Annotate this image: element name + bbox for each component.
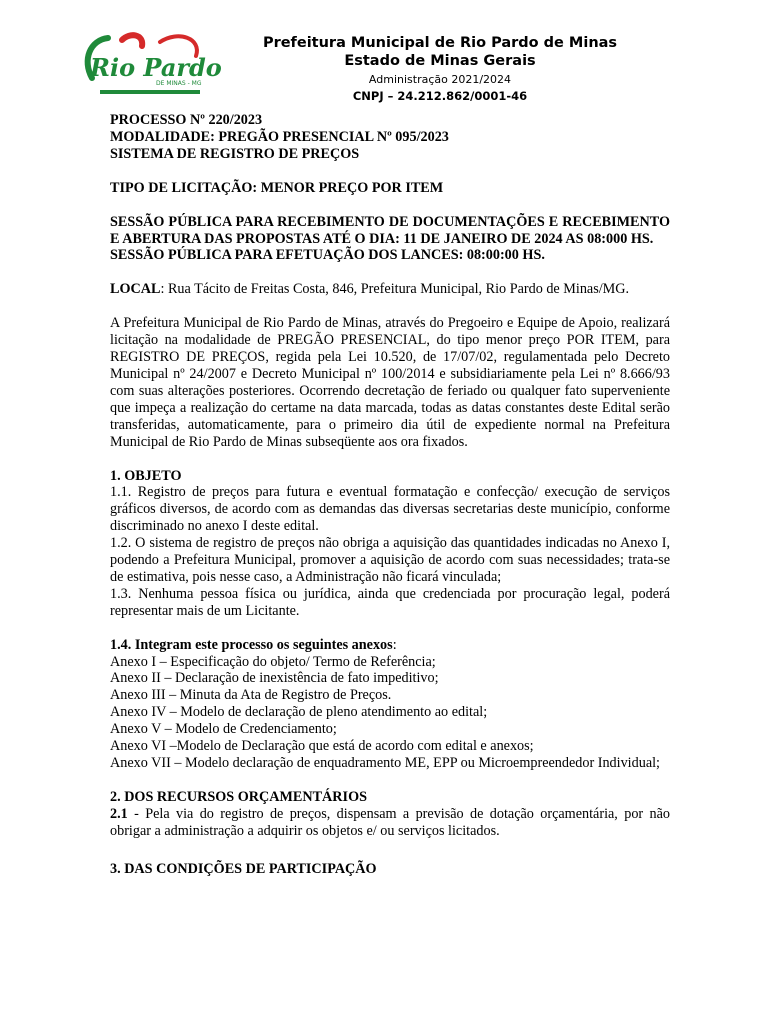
recursos-item-2-1: 2.1 - Pela via do registro de preços, dispensam a previsão de dotação orçamentária, por não obrigar a administração a adquirir os objetos e/ ou serviços licitados.	[110, 805, 670, 839]
logo-text: Rio Pardo	[90, 53, 222, 82]
anexo-item: Anexo IV – Modelo de declaração de pleno atendimento ao edital;	[110, 704, 488, 721]
intro-paragraph: A Prefeitura Municipal de Rio Pardo de Minas, através do Pregoeiro e Equipe de Apoio, realizará licitação na modalidade de PREGÃO PRESENCIAL, do tipo menor preço POR ITEM, para REGISTRO DE PREÇOS, regida pela Lei 10.520, de 17/07/02, regulamentada pelo Decreto Municipal nº 24/2007 e Decreto Municipal nº 100/2014 e subsidiariamente pela Lei nº 8.666/93 com suas alterações posteriores. Ocorrendo decretação de feriado ou qualquer fato superveniente que impeça a realização do certame na data marcada, todas as datas constantes deste Edital serão transferidas, automaticamente, para o primeiro dia útil de expediente normal na Prefeitura Municipal de Rio Pardo de Minas subseqüente aos ora fixados.	[110, 315, 670, 450]
modalidade: MODALIDADE: PREGÃO PRESENCIAL Nº 095/2023	[110, 128, 449, 145]
sistema-registro: SISTEMA DE REGISTRO DE PREÇOS	[110, 145, 360, 162]
municipality-logo	[78, 30, 228, 102]
anexo-item: Anexo III – Minuta da Ata de Registro de Preços.	[110, 687, 392, 704]
header-administration: Administração 2021/2024	[368, 73, 512, 86]
local-label: LOCAL	[110, 281, 161, 298]
objeto-item-1-2: 1.2. O sistema de registro de preços não obriga a aquisição das quantidades indicadas no Anexo I, podendo a Prefeitura Municipal, promover a aquisição de acordo com suas necessidades; trata-se de estimativa, pois nesse caso, a Administração não ficará vinculada;	[110, 535, 670, 585]
condicoes-heading: 3. DAS CONDIÇÕES DE PARTICIPAÇÃO	[110, 860, 377, 877]
objeto-heading: 1. OBJETO	[110, 467, 182, 484]
recursos-heading: 2. DOS RECURSOS ORÇAMENTÁRIOS	[110, 788, 367, 805]
local-line	[110, 281, 670, 298]
sessao-lances: SESSÃO PÚBLICA PARA EFETUAÇÃO DOS LANCES: 08:00:00 HS.	[110, 247, 545, 264]
anexo-item: Anexo II – Declaração de inexistência de fato impeditivo;	[110, 670, 439, 687]
anexo-item: Anexo VI –Modelo de Declaração que está de acordo com edital e anexos;	[110, 738, 534, 755]
anexo-item: Anexo VII – Modelo declaração de enquadramento ME, EPP ou Microempreendedor Individual;	[110, 755, 660, 771]
header-state: Estado de Minas Gerais	[344, 53, 536, 69]
header-title: Prefeitura Municipal de Rio Pardo de Minas	[262, 35, 618, 51]
document-body	[110, 112, 670, 878]
local-text: : Rua Tácito de Freitas Costa, 846, Prefeitura Municipal, Rio Pardo de Minas/MG.	[160, 281, 630, 298]
sessao-documentos: SESSÃO PÚBLICA PARA RECEBIMENTO DE DOCUMENTAÇÕES E RECEBIMENTO E ABERTURA DAS PROPOSTAS ATÉ O DIA: 11 DE JANEIRO DE 2024 AS 08:000 HS.	[110, 213, 670, 247]
processo-number: PROCESSO Nº 220/2023	[110, 112, 263, 128]
logo-subtext: DE MINAS - MG	[156, 80, 202, 87]
anexo-item: Anexo I – Especificação do objeto/ Termo de Referência;	[110, 653, 436, 670]
objeto-item-1-1: 1.1. Registro de preços para futura e eventual formatação e confecção/ execução de serviços gráficos diversos, de acordo com as demandas das diversas secretarias deste município, conforme discriminado no anexo I deste edital.	[110, 484, 670, 535]
anexos-heading: 1.4. Integram este processo os seguintes anexos	[110, 636, 393, 653]
objeto-item-1-3: 1.3. Nenhuma pessoa física ou jurídica, ainda que credenciada por procuração legal, poderá representar mais de um Licitante.	[110, 585, 670, 619]
anexo-item: Anexo V – Modelo de Credenciamento;	[110, 721, 337, 738]
header-cnpj: CNPJ – 24.212.862/0001-46	[352, 89, 528, 103]
tipo-licitacao: TIPO DE LICITAÇÃO: MENOR PREÇO POR ITEM	[110, 179, 444, 196]
anexos-heading-line: 1.4. Integram este processo os seguintes anexos:	[110, 636, 397, 653]
